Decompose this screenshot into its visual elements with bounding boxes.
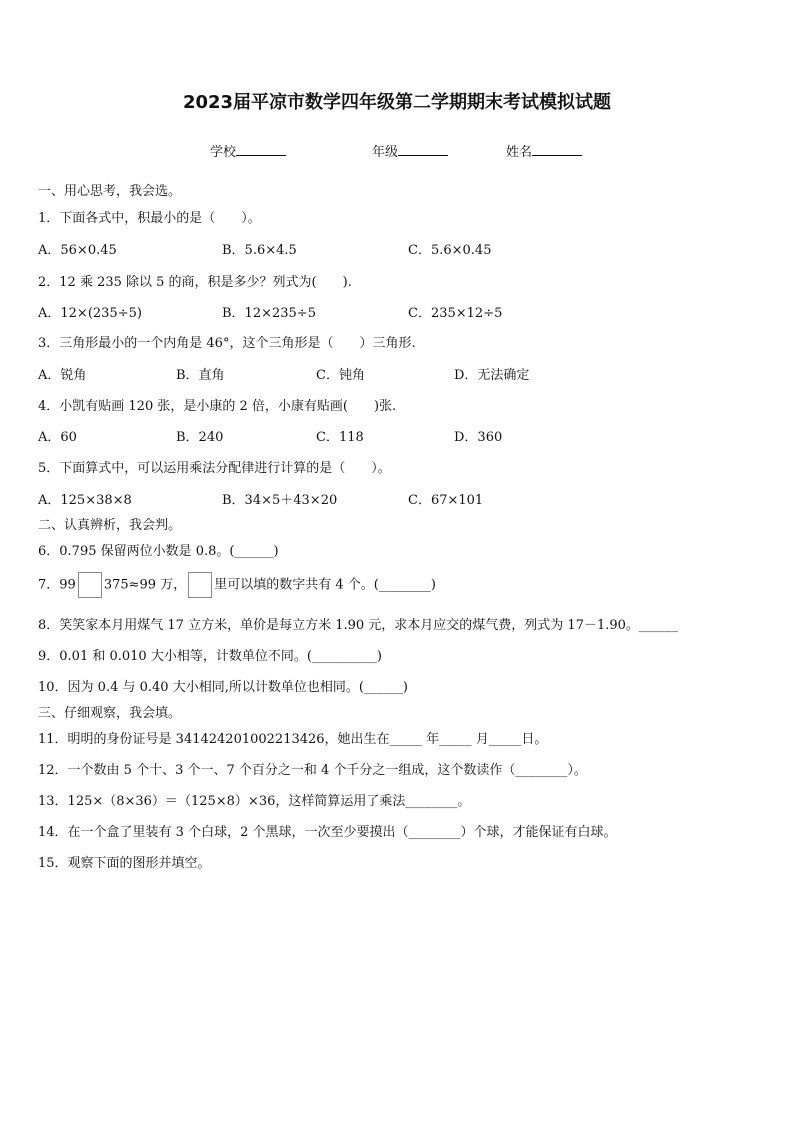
question-3: 3．三角形最小的一个内角是 46°，这个三角形是（ ）三角形. [38,336,416,351]
question-11: 11．明明的身份证号是 341424201002213426，她出生在_____ 年_____ 月_____日。 [38,732,548,747]
q1-option-b: B．5.6×4.5 [222,243,297,258]
question-14: 14．在一个盒了里装有 3 个白球，2 个黑球，一次至少要摸出（________）个球，才能保证有白球。 [38,825,617,840]
name-field [506,141,582,160]
q4-option-a: A．60 [38,430,77,445]
school-label: 学校 [210,145,237,160]
q2-option-c: C．235×12÷5 [408,306,503,321]
question-1: 1．下面各式中，积最小的是（ ）。 [38,211,261,226]
q4-option-b: B．240 [176,430,224,445]
question-6: 6．0.795 保留两位小数是 0.8。(______) [38,544,279,559]
q7-part-1: 7．99 [38,577,76,593]
q5-option-a: A．125×38×8 [38,493,132,508]
grade-field [372,141,448,160]
question-10: 10．因为 0.4 与 0.40 大小相同,所以计数单位也相同。(______) [38,680,408,695]
q1-option-c: C．5.6×0.45 [408,243,492,258]
school-blank[interactable] [236,143,286,156]
page-title: 2023届平凉市数学四年级第二学期期末考试模拟试题 [182,92,612,113]
question-13: 13．125×（8×36）＝（125×8）×36，这样简算运用了乘法________。 [38,794,471,809]
section-2-heading: 二、认真辨析，我会判。 [38,518,182,533]
question-15: 15．观察下面的图形并填空。 [38,856,211,871]
question-5: 5．下面算式中，可以运用乘法分配律进行计算的是（ ）。 [38,461,391,476]
school-field [210,141,286,160]
grade-label: 年级 [372,145,399,160]
digit-box[interactable] [188,572,212,598]
digit-box[interactable] [78,572,102,598]
q3-option-b: B．直角 [176,368,225,383]
question-2: 2．12 乘 235 除以 5 的商，积是多少？列式为( ). [38,275,352,290]
q3-option-a: A．锐角 [38,368,87,383]
question-9: 9．0.01 和 0.010 大小相等，计数单位不同。(__________) [38,649,382,664]
q3-option-d: D．无法确定 [454,368,530,383]
section-3-heading: 三、仔细观察，我会填。 [38,706,182,721]
q4-option-d: D．360 [454,430,503,445]
q2-option-a: A．12×(235÷5) [38,306,142,321]
question-12: 12．一个数由 5 个十、3 个一、7 个百分之一和 4 个千分之一组成，这个数读作（________）。 [38,763,587,778]
q5-option-c: C．67×101 [408,493,484,508]
grade-blank[interactable] [398,143,448,156]
q7-part-2: 375≈99 万， [103,577,187,593]
name-label: 姓名 [506,145,533,160]
q4-option-c: C．118 [316,430,364,445]
q3-option-c: C．钝角 [316,368,365,383]
section-1-heading: 一、用心思考，我会选。 [38,184,182,199]
q1-option-a: A．56×0.45 [38,243,117,258]
q7-part-3: 里可以填的数字共有 4 个。(________) [214,577,436,593]
q5-option-b: B．34×5＋43×20 [222,493,338,508]
q2-option-b: B．12×235÷5 [222,306,316,321]
question-4: 4．小凯有贴画 120 张，是小康的 2 倍，小康有贴画( )张. [38,399,397,414]
name-blank[interactable] [532,143,582,156]
question-7 [38,572,436,598]
question-8: 8．笑笑家本月用煤气 17 立方米，单价是每立方米 1.90 元，求本月应交的煤气费，列式为 17－1.90。______ [38,618,678,633]
